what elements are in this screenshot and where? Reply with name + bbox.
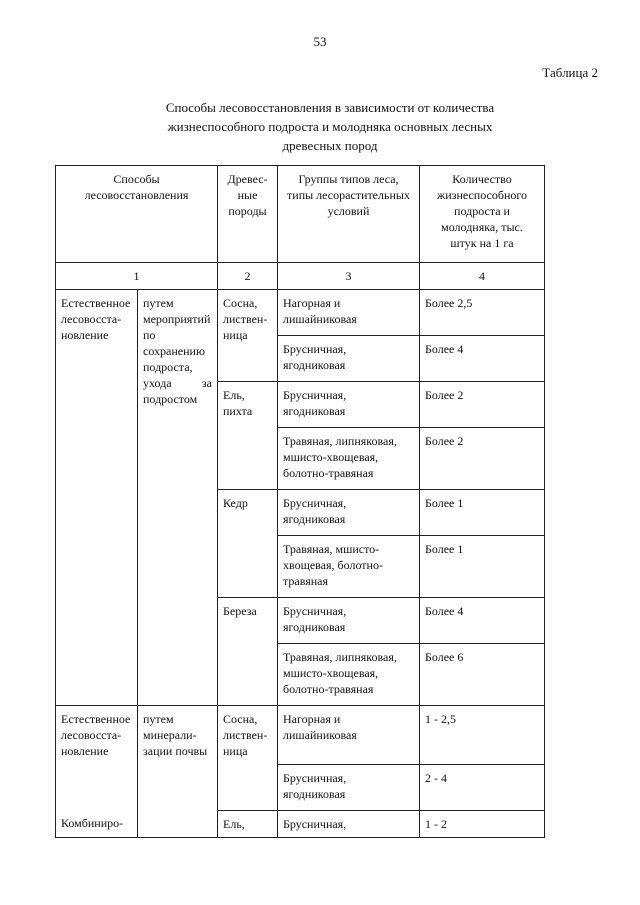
table-row (56, 764, 545, 810)
method-cell: Комбиниро- (56, 810, 138, 837)
quantity-cell: Более 1 (420, 536, 545, 598)
quantity-cell: Более 2,5 (420, 290, 545, 336)
header-species: Древес- ные породы (218, 166, 278, 263)
column-number: 4 (420, 263, 545, 290)
quantity-cell: Более 1 (420, 490, 545, 536)
forest-group-cell: Брусничная, ягодниковая (278, 598, 420, 644)
forest-group-cell: Травяная, мшисто- хвощевая, болотно- травяная (278, 536, 420, 598)
table-row (56, 810, 545, 837)
header-quantity: Количество жизнеспособного подроста и молодняка, тыс. штук на 1 га (420, 166, 545, 263)
species-cell: Кедр (218, 490, 278, 598)
forest-group-cell: Нагорная и лишайниковая (278, 706, 420, 765)
page-number: 53 (313, 34, 327, 49)
method-cell: Естественное лесовосста- новление (56, 706, 138, 765)
forest-group-cell: Брусничная, ягодниковая (278, 764, 420, 810)
forest-group-cell: Травяная, липняковая, мшисто-хвощевая, болотно-травяная (278, 428, 420, 490)
forest-group-cell: Брусничная, ягодниковая (278, 382, 420, 428)
forest-group-cell: Нагорная и лишайниковая (278, 290, 420, 336)
column-number: 2 (218, 263, 278, 290)
quantity-cell: Более 2 (420, 428, 545, 490)
forest-group-cell: Брусничная, ягодниковая (278, 490, 420, 536)
header-methods: Способы лесовосстановления (56, 166, 218, 263)
quantity-cell: Более 6 (420, 644, 545, 706)
species-cell: Ель, пихта (218, 382, 278, 490)
caption-line: древесных пород (282, 138, 378, 153)
forest-group-cell: Брусничная, (278, 810, 420, 837)
forest-group-cell: Травяная, липняковая, мшисто-хвощевая, болотно-травяная (278, 644, 420, 706)
table-row (56, 706, 545, 765)
caption-line: жизнеспособного подроста и молодняка основных лесных (167, 119, 493, 134)
header-row (56, 166, 545, 263)
quantity-cell: 2 - 4 (420, 764, 545, 810)
column-number-row (56, 263, 545, 290)
quantity-cell: 1 - 2 (420, 810, 545, 837)
species-cell: Береза (218, 598, 278, 706)
quantity-cell: Более 4 (420, 336, 545, 382)
species-cell: Сосна, листвен- ница (218, 290, 278, 382)
quantity-cell: Более 4 (420, 598, 545, 644)
table-row (56, 290, 545, 336)
method-cell: Естественное лесовосста- новление (56, 290, 138, 706)
species-cell: Ель, (218, 810, 278, 837)
header-forest-groups: Группы типов леса, типы лесорастительных условий (278, 166, 420, 263)
table-caption (120, 98, 540, 155)
quantity-cell: Более 2 (420, 382, 545, 428)
forest-group-cell: Брусничная, ягодниковая (278, 336, 420, 382)
column-number: 3 (278, 263, 420, 290)
caption-line: Способы лесовосстановления в зависимости от количества (165, 100, 495, 115)
sub-method-cell: путем мероприятий по сохранению подроста, ухода за подростом (138, 290, 218, 706)
method-cell-spacer (56, 764, 138, 810)
column-number: 1 (56, 263, 218, 290)
species-cell: Сосна, листвен- ница (218, 706, 278, 811)
quantity-cell: 1 - 2,5 (420, 706, 545, 765)
reforestation-table (55, 165, 545, 838)
sub-method-cell: путем минерали- зации почвы (138, 706, 218, 838)
table-label: Таблица 2 (542, 65, 598, 80)
